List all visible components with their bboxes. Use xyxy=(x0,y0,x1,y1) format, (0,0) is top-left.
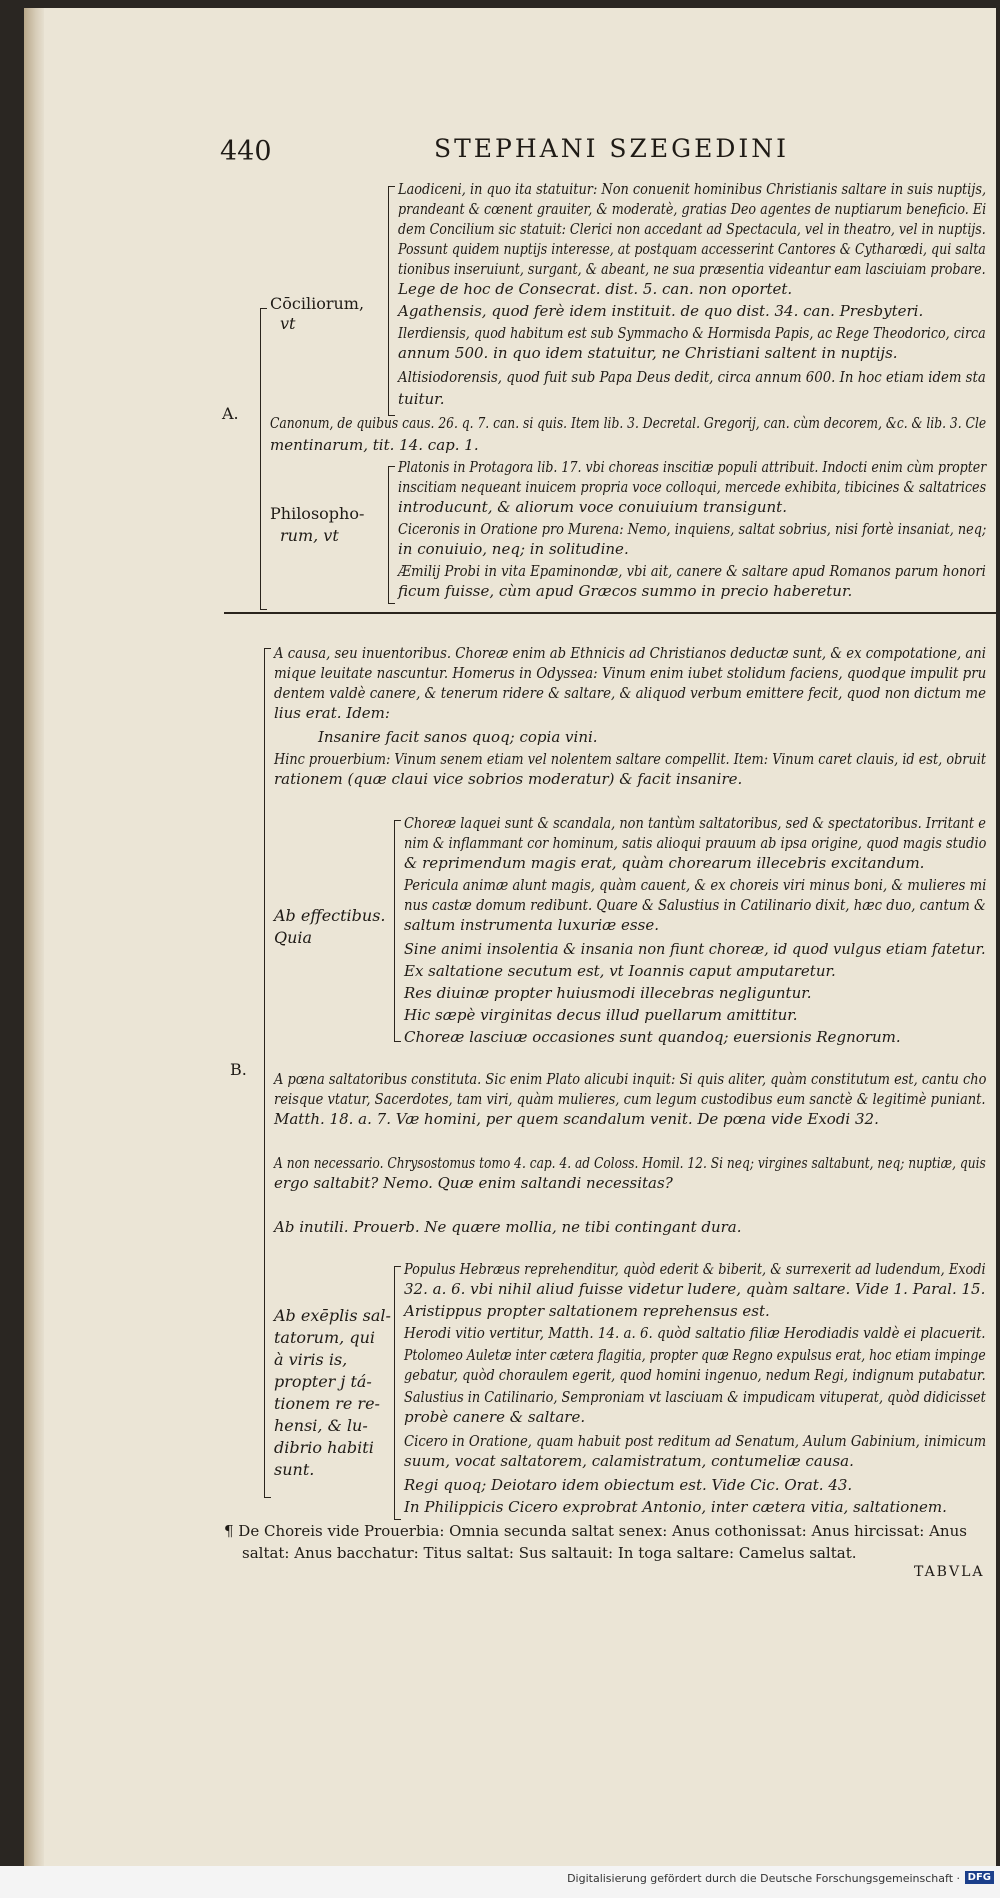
proverbia-line: ¶ De Choreis vide Prouerbia: Omnia secunda saltat senex: Anus cothonissat: Anus hircissat: Anus xyxy=(224,1522,967,1540)
effectibus-label-2: Quia xyxy=(274,928,313,947)
conciliorum-line: dem Concilium sic statuit: Clerici non accedant ad Spectacula, vel in theatro, vel in nuptijs. xyxy=(398,220,986,238)
philosophorum-label-1: Philosopho- xyxy=(270,504,365,523)
conciliorum-line: Agathensis, quod ferè idem instituit. de quo dist. 34. can. Presbyteri. xyxy=(398,302,924,320)
causa-line: Hinc prouerbium: Vinum senem etiam vel nolentem saltare compellit. Item: Vinum caret clauis, id est, obruit xyxy=(274,750,987,768)
poena-line: reisque vtatur, Sacerdotes, tam viri, quàm mulieres, cum legum custodibus eum sanctè & legitimè puniant. xyxy=(274,1090,986,1108)
effectibus-brace xyxy=(394,820,401,1042)
canonum-line: mentinarum, tit. 14. cap. 1. xyxy=(270,436,479,454)
exemplis-label-line: sunt. xyxy=(274,1460,315,1479)
exemplis-line: Cicero in Oratione, quam habuit post reditum ad Senatum, Aulum Gabinium, inimicum xyxy=(404,1432,987,1450)
exemplis-label-line: Ab exēplis sal- xyxy=(274,1306,391,1325)
causa-line: mique leuitate nascuntur. Homerus in Odyssea: Vinum enim iubet stolidum faciens, quodque impulit pru xyxy=(274,664,987,682)
section-b-marker: B. xyxy=(230,1060,247,1079)
exemplis-label-line: tionem re re- xyxy=(274,1394,380,1413)
conciliorum-line: Altisiodorensis, quod fuit sub Papa Deus dedit, circa annum 600. In hoc etiam idem sta xyxy=(398,368,986,386)
effectibus-line: Ex saltatione secutum est, vt Ioannis caput amputaretur. xyxy=(404,962,836,980)
effectibus-line: nus castæ domum redibunt. Quare & Salustius in Catilinario dixit, hæc duo, cantum & xyxy=(404,896,986,914)
effectibus-line: Choreæ lasciuæ occasiones sunt quandoq; euersionis Regnorum. xyxy=(404,1028,901,1046)
causa-line: dentem valdè canere, & tenerum ridere & saltare, & aliquod verbum emittere fecit, quod non dictum me xyxy=(274,684,987,702)
nonnecessario-line: A non necessario. Chrysostomus tomo 4. cap. 4. ad Coloss. Homil. 12. Si neq; virgines saltabunt, neq; nuptiæ, quis xyxy=(274,1154,986,1172)
digitization-footer xyxy=(0,1866,1000,1898)
proverbia-line: saltat: Anus bacchatur: Titus saltat: Sus saltauit: In toga saltare: Camelus saltat. xyxy=(242,1544,857,1562)
section-b-brace xyxy=(264,648,271,1498)
philosophorum-line: Ciceronis in Oratione pro Murena: Nemo, inquiens, saltat sobrius, nisi fortè insaniat, neq; xyxy=(398,520,987,538)
philosophorum-line: Platonis in Protagora lib. 17. vbi choreas inscitiæ populi attribuit. Indocti enim cùm propter xyxy=(398,458,987,476)
exemplis-label-line: propter j tá- xyxy=(274,1372,372,1391)
conciliorum-line: Possunt quidem nuptijs interesse, at postquam accesserint Cantores & Cytharœdi, qui salta xyxy=(398,240,986,258)
page-number: 440 xyxy=(220,136,272,167)
effectibus-line: Res diuinæ propter huiusmodi illecebras negliguntur. xyxy=(404,984,812,1002)
exemplis-line: In Philippicis Cicero exprobrat Antonio, inter cætera vitia, saltationem. xyxy=(404,1498,947,1516)
canonum-line: Canonum, de quibus caus. 26. q. 7. can. si quis. Item lib. 3. Decretal. Gregorij, can. cùm decorem, &c. & lib. 3. Cle xyxy=(270,414,987,432)
conciliorum-label-2: vt xyxy=(280,314,296,333)
philosophorum-label-2: rum, vt xyxy=(280,526,339,545)
book-page xyxy=(24,8,996,1866)
poena-line: A pœna saltatoribus constituta. Sic enim Plato alicubi inquit: Si quis aliter, quàm constitutum est, cantu cho xyxy=(274,1070,987,1088)
section-divider xyxy=(224,612,996,614)
effectibus-line: nim & inflammant cor hominum, satis alioqui prauum ab ipsa origine, quod magis studio xyxy=(404,834,987,852)
effectibus-label-1: Ab effectibus. xyxy=(274,906,386,925)
exemplis-line: Populus Hebræus reprehenditur, quòd ederit & biberit, & surrexerit ad ludendum, Exodi xyxy=(404,1260,986,1278)
section-a-brace xyxy=(260,308,267,610)
exemplis-label-line: à viris is, xyxy=(274,1350,348,1369)
conciliorum-line: prandeant & cœnent grauiter, & moderatè, gratias Deo agentes de nuptiarum beneficio. Ei xyxy=(398,200,987,218)
exemplis-line: Herodi vitio vertitur, Matth. 14. a. 6. quòd saltatio filiæ Herodiadis valdè ei placuerit. xyxy=(404,1324,986,1342)
effectibus-line: Pericula animæ alunt magis, quàm cauent, & ex choreis viri minus boni, & mulieres mi xyxy=(404,876,987,894)
footer-credit: Digitalisierung gefördert durch die Deutsche Forschungsgemeinschaft · xyxy=(567,1872,960,1885)
running-title: STEPHANI SZEGEDINI xyxy=(434,134,790,163)
conciliorum-brace xyxy=(388,186,395,416)
exemplis-line: 32. a. 6. vbi nihil aliud fuisse videtur ludere, quàm saltare. Vide 1. Paral. 15. xyxy=(404,1280,986,1298)
causa-line: Insanire facit sanos quoq; copia vini. xyxy=(318,728,598,746)
philosophorum-line: ficum fuisse, cùm apud Græcos summo in precio haberetur. xyxy=(398,582,853,600)
philosophorum-line: inscitiam nequeant inuicem propria voce colloqui, mercede exhibita, tibicines & saltatrices xyxy=(398,478,987,496)
exemplis-line: Aristippus propter saltationem reprehensus est. xyxy=(404,1302,770,1320)
philosophorum-brace xyxy=(388,466,395,604)
conciliorum-line: annum 500. in quo idem statuitur, ne Christiani saltent in nuptijs. xyxy=(398,344,898,362)
exemplis-label-line: hensi, & lu- xyxy=(274,1416,368,1435)
exemplis-brace xyxy=(394,1266,401,1520)
exemplis-label-line: dibrio habiti xyxy=(274,1438,374,1457)
philosophorum-line: Æmilij Probi in vita Epaminondæ, vbi ait, canere & saltare apud Romanos parum honori xyxy=(398,562,986,580)
exemplis-line: Salustius in Catilinario, Semproniam vt lasciuam & impudicam vituperat, quòd didicisset xyxy=(404,1388,986,1406)
philosophorum-line: introducunt, & aliorum voce conuiuium transigunt. xyxy=(398,498,787,516)
nonnecessario-line: ergo saltabit? Nemo. Quæ enim saltandi necessitas? xyxy=(274,1174,673,1192)
exemplis-line: suum, vocat saltatorem, calamistratum, contumeliæ causa. xyxy=(404,1452,854,1470)
conciliorum-line: Laodiceni, in quo ita statuitur: Non conuenit hominibus Christianis saltare in suis nuptijs, xyxy=(398,180,987,198)
poena-line: Matth. 18. a. 7. Væ homini, per quem scandalum venit. De pœna vide Exodi 32. xyxy=(274,1110,879,1128)
book-spine xyxy=(24,8,44,1866)
effectibus-line: Sine animi insolentia & insania non fiunt choreæ, id quod vulgus etiam fatetur. xyxy=(404,940,986,958)
section-a-marker: A. xyxy=(222,404,239,423)
exemplis-line: Ptolomeo Auletæ inter cætera flagitia, propter quæ Regno expulsus erat, hoc etiam impinge xyxy=(404,1346,986,1364)
exemplis-label-line: tatorum, qui xyxy=(274,1328,375,1347)
effectibus-line: saltum instrumenta luxuriæ esse. xyxy=(404,916,659,934)
exemplis-line: gebatur, quòd choraulem egerit, quod homini ingenuo, nedum Regi, indignum putabatur. xyxy=(404,1366,986,1384)
effectibus-line: Hic sæpè virginitas decus illud puellarum amittitur. xyxy=(404,1006,798,1024)
inutili-line: Ab inutili. Prouerb. Ne quære mollia, ne tibi contingant dura. xyxy=(274,1218,742,1236)
causa-line: lius erat. Idem: xyxy=(274,704,390,722)
causa-line: rationem (quæ claui vice sobrios moderatur) & facit insanire. xyxy=(274,770,743,788)
philosophorum-line: in conuiuio, neq; in solitudine. xyxy=(398,540,629,558)
conciliorum-label-1: Cōciliorum, xyxy=(270,294,365,313)
causa-line: A causa, seu inuentoribus. Choreæ enim ab Ethnicis ad Christianos deductæ sunt, & ex compotatione, ani xyxy=(274,644,986,662)
dfg-logo: DFG xyxy=(965,1871,994,1884)
conciliorum-line: tuitur. xyxy=(398,390,445,408)
exemplis-line: Regi quoq; Deiotaro idem obiectum est. Vide Cic. Orat. 43. xyxy=(404,1476,853,1494)
effectibus-line: & reprimendum magis erat, quàm chorearum illecebris excitandum. xyxy=(404,854,925,872)
conciliorum-line: Lege de hoc de Consecrat. dist. 5. can. non oportet. xyxy=(398,280,793,298)
conciliorum-line: Ilerdiensis, quod habitum est sub Symmacho & Hormisda Papis, ac Rege Theodorico, circa xyxy=(398,324,986,342)
exemplis-line: probè canere & saltare. xyxy=(404,1408,586,1426)
effectibus-line: Choreæ laquei sunt & scandala, non tantùm saltatoribus, sed & spectatoribus. Irritant e xyxy=(404,814,986,832)
conciliorum-line: tionibus inseruiunt, surgant, & abeant, ne sua præsentia videantur eam lasciuiam probare. xyxy=(398,260,986,278)
catchword: TABVLA xyxy=(914,1564,985,1580)
